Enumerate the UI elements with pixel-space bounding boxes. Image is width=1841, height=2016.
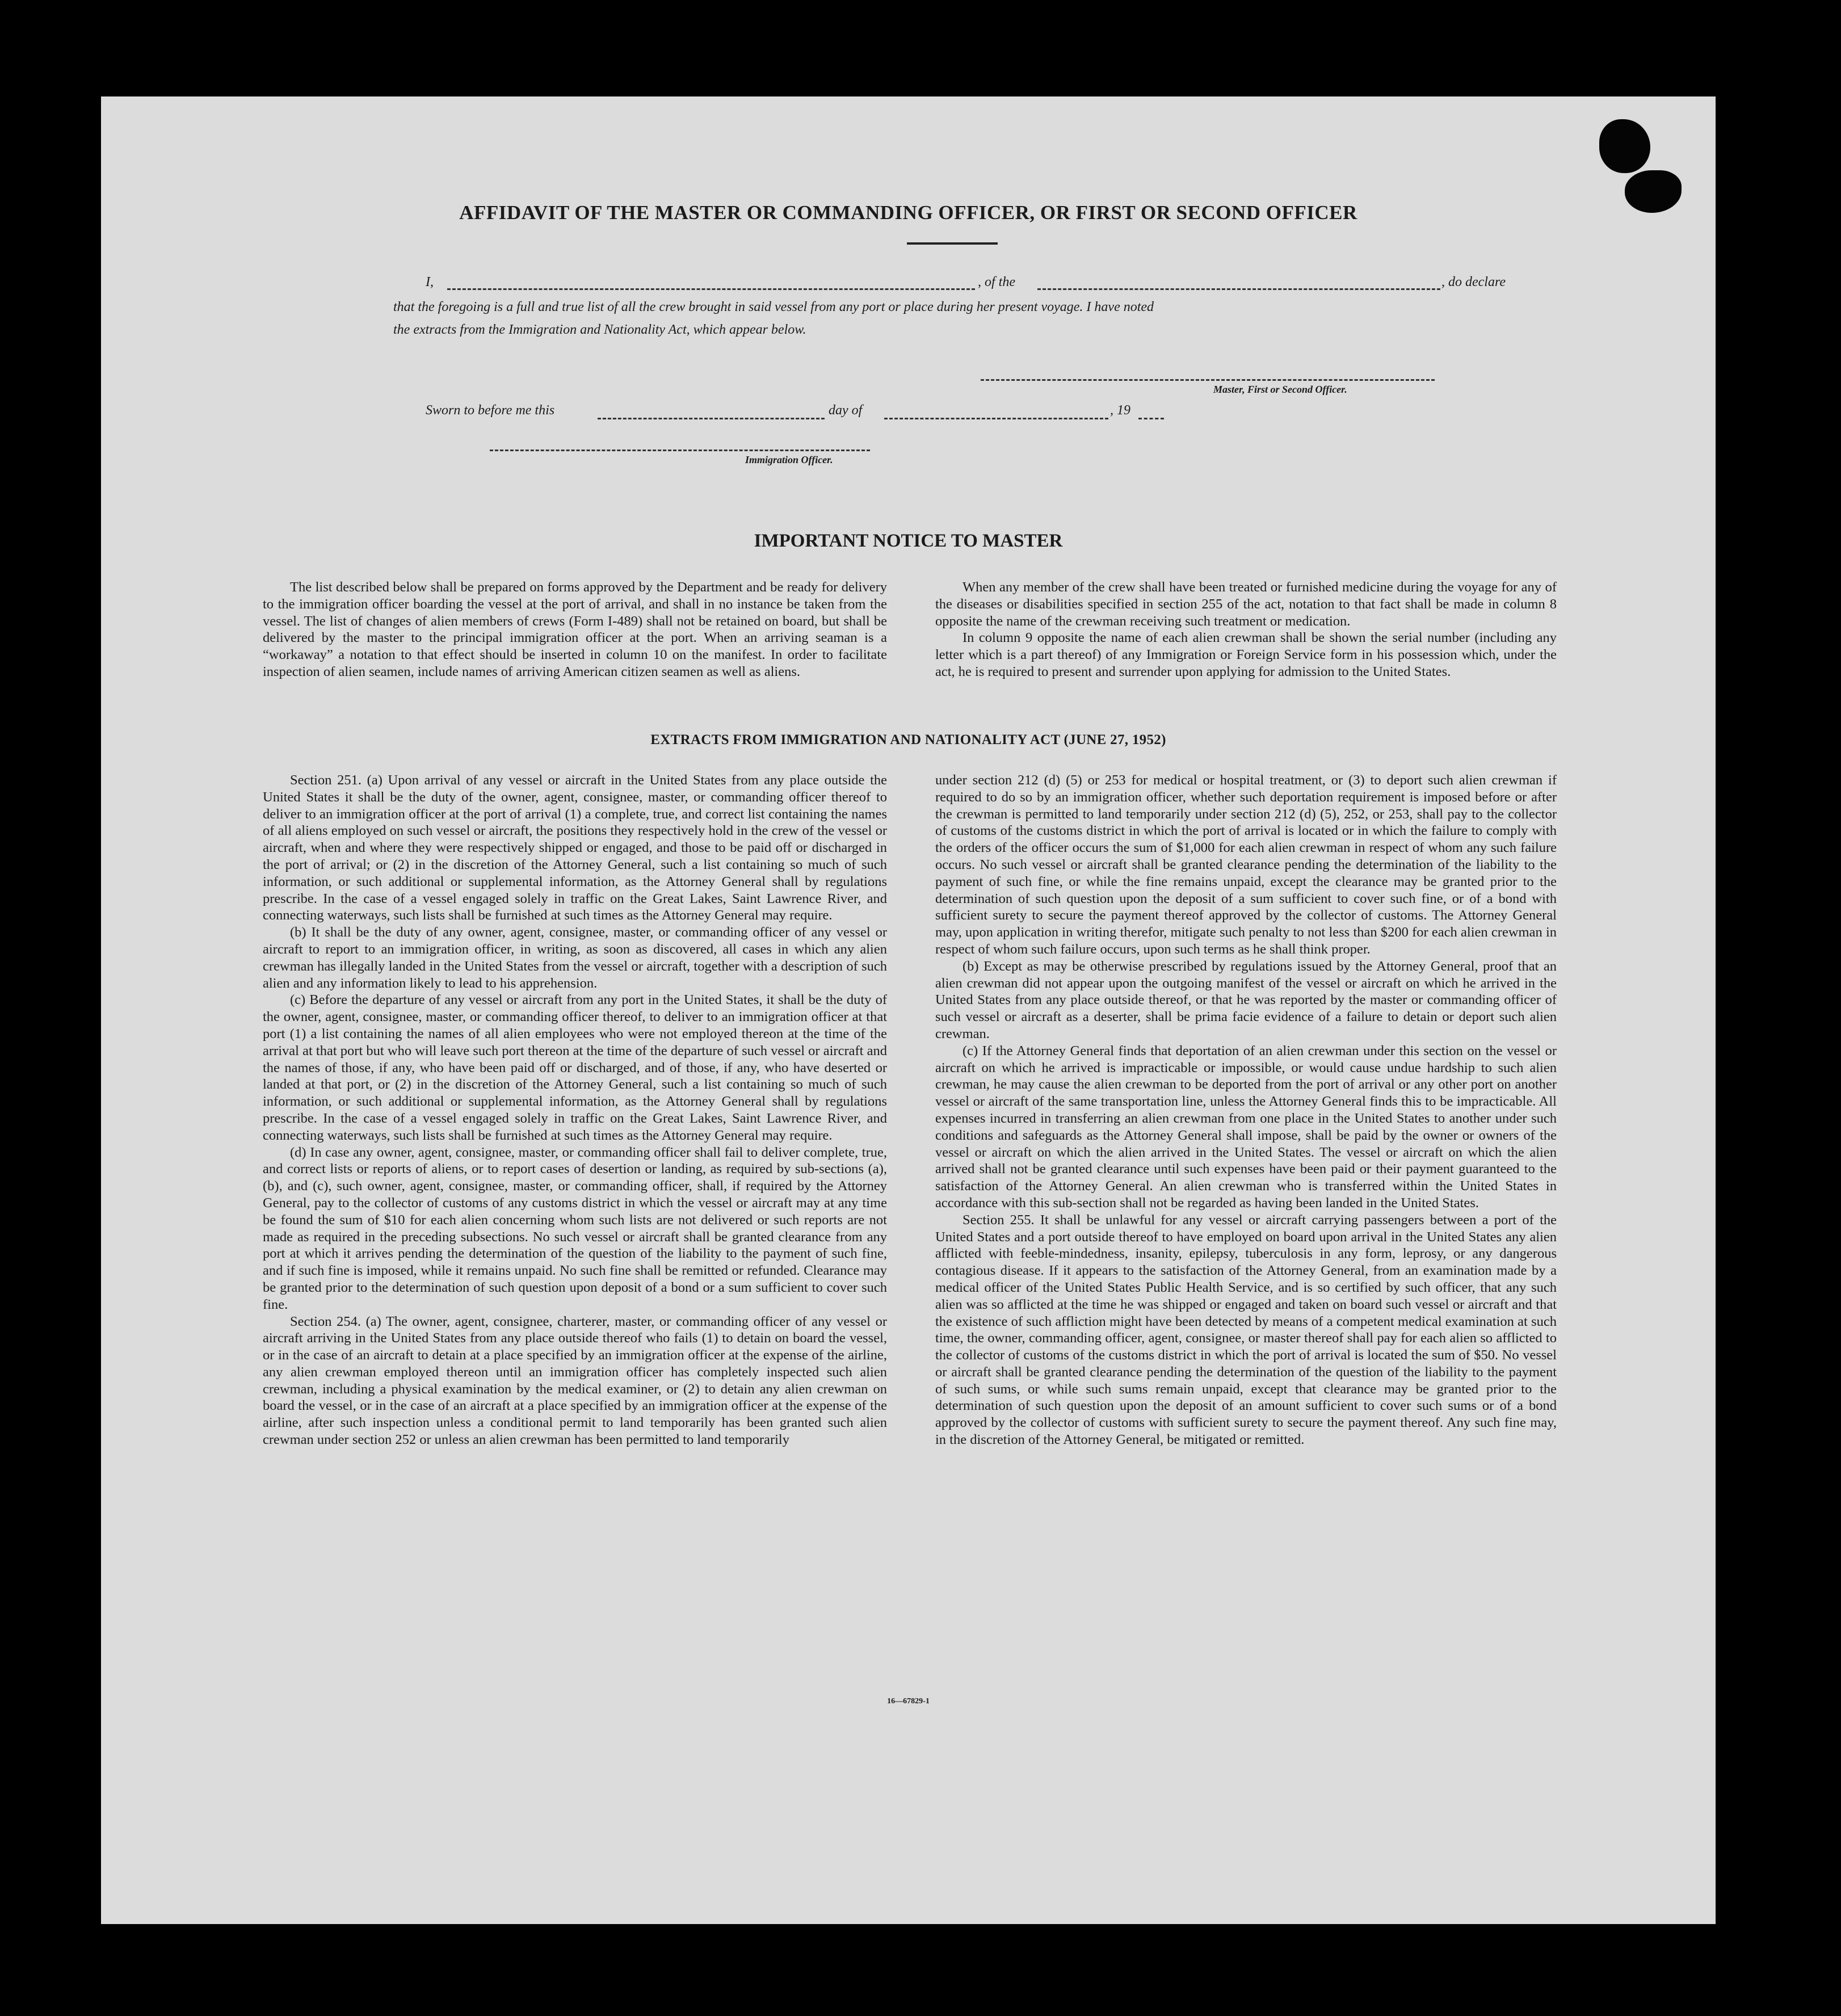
do-declare-label: , do declare	[1441, 275, 1506, 289]
section-251-a: Section 251. (a) Upon arrival of any vessel or aircraft in the United States from any place outside the United States it shall be the duty of the owner, agent, consignee, master, or commanding officer thereof to deliver to an immigration officer at the port of arrival (1) a complete, true, and correct list containing the names of all aliens employed on such vessel or aircraft, the positions they respectively hold in the crew of the vessel or aircraft, when and where they were respectively shipped or engaged, and those to be paid off or discharged in the port of arrival; or (2) in the discretion of the Attorney General, such a list containing so much of such information, or such additional or supplemental information, as the Attorney General shall by regulations prescribe. In the case of a vessel engaged solely in traffic on the Great Lakes, Saint Lawrence River, and connecting waterways, such lists shall be furnished at such times as the Attorney General may require.	[263, 772, 887, 923]
document-page	[101, 96, 1716, 1924]
ink-stain	[1599, 119, 1650, 173]
affidavit-title: AFFIDAVIT OF THE MASTER OR COMMANDING OFFICER, OR FIRST OR SECOND OFFICER	[459, 201, 1357, 224]
section-254-c: (c) If the Attorney General finds that deportation of an alien crewman under this section on the vessel or aircraft on which he arrived is impracticable or impossible, or would cause undue hardship to such alien crewman, he may cause the alien crewman to be deported from the port of arrival or any other port on another vessel or aircraft of the same transportation line, unless the Attorney General finds this to be impracticable. All expenses incurred in transferring an alien crewman from one place in the United States to another under such conditions and safeguards as the Attorney General shall impose, shall be paid by the owner or owners of the vessel or aircraft on which the alien arrived in the United States. The vessel or aircraft on which the alien arrived shall not be granted clearance until such expenses have been paid or their payment guaranteed to the satisfaction of the Attorney General. An alien crewman who is transferred within the United States in accordance with this sub-section shall not be regarded as having been landed in the United States.	[935, 1043, 1557, 1211]
notice-left-paragraph: The list described below shall be prepared on forms approved by the Department and be ready for delivery to the immigration officer boarding the vessel at the port of arrival, and shall in no instance be taken from the vessel. The list of changes of alien members of crews (Form I-489) shall not be retained on board, but shall be delivered by the master to the principal immigration officer at the port. When an arriving seaman is a “workaway” a notation to that effect should be inserted in column 10 on the manifest. In order to facilitate inspection of alien seamen, include names of arriving American citizen seamen as well as aliens.	[263, 579, 887, 679]
section-255: Section 255. It shall be unlawful for any vessel or aircraft carrying passengers between a port of the United States and a port outside thereof to have employed on board upon arrival in the United States any alien afflicted with feeble-mindedness, insanity, epilepsy, tuberculosis in any form, leprosy, or any dangerous contagious disease. If it appears to the satisfaction of the Attorney General, from an examination made by a medical officer of the United States Public Health Service, and is so certified by such officer, that any such alien was so afflicted at the time he was shipped or engaged and taken on board such vessel or aircraft and that the existence of such affliction might have been detected by means of a competent medical examination at such time, the owner, commanding officer, agent, consignee, or master thereof shall pay for each alien so afflicted to the collector of customs of the customs district in which the port of arrival is located the sum of $50. No vessel or aircraft shall be granted clearance pending the determination of the question of the liability to the payment of such sums, or while such sums remain unpaid, except that clearance may be granted prior to the determination of such question upon the deposit of an amount sufficient to cover such sums or of a bond approved by the collector of customs with sufficient surety to secure the payment thereof. Any such fine may, in the discretion of the Attorney General, be mitigated or remitted.	[935, 1212, 1557, 1448]
notice-right	[935, 579, 1557, 681]
year-line[interactable]	[1138, 418, 1164, 419]
notice-right-paragraph-2: In column 9 opposite the name of each alien crewman shall be shown the serial number (including any letter which is a part thereof) of any Immigration or Foreign Service form in his possession which, under the act, he is required to present and surrender upon applying for admission to the United States.	[935, 630, 1557, 679]
declaration-line-3: the extracts from the Immigration and Nationality Act, which appear below.	[393, 322, 806, 337]
officer-signature-line[interactable]	[490, 450, 870, 451]
title-underline	[907, 242, 998, 245]
bleed-through-text	[1577, 380, 1707, 1572]
sworn-day-line[interactable]	[598, 418, 825, 419]
section-254-a-continued: under section 212 (d) (5) or 253 for medical or hospital treatment, or (3) to deport such alien crewman if required to do so by an immigration officer, whether such deportation requirement is imposed before or after the crewman is permitted to land temporarily under section 212 (d) (5), 252, or 253, shall pay to the collector of customs of the customs district in which the port of arrival is located or in which the failure to comply with the orders of the officer occurs the sum of $1,000 for each alien crewman in respect of whom any such failure occurs. No such vessel or aircraft shall be granted clearance pending the determination of the liability to the payment of such fine, or while the fine remains unpaid, except the clearance may be granted prior to the determination of such question upon the deposit of a sum sufficient to cover such fine, or of a bond with sufficient surety to secure the payment thereof approved by the collector of customs. The Attorney General may, upon application in writing therefor, mitigate such penalty to not less than $200 for each alien crewman in respect of whom such failure occurs, upon such terms as he shall think proper.	[935, 772, 1557, 957]
officer-caption: Immigration Officer.	[745, 454, 833, 465]
day-of-label: day of	[829, 403, 863, 418]
section-251-d: (d) In case any owner, agent, consignee, master, or commanding officer shall fail to deliver complete, true, and correct lists or reports of aliens, or to report cases of desertion or landing, as required by sub-sections (a), (b), and (c), such owner, agent, consignee, master, or commanding officer, shall, if required by the Attorney General, pay to the collector of customs of any customs district in which the vessel or aircraft may at any time be found the sum of $10 for each alien concerning whom such lists are not delivered or such reports are not made as required in the preceding subsections. No such vessel or aircraft shall be granted clearance from any port at which it arrives pending the determination of the question of the liability to the payment of such fine, and if such fine is imposed, while it remains unpaid. No such fine shall be remitted or refunded. Clearance may be granted prior to the determination of such question upon deposit of a bond or a sum sufficient to cover such fine.	[263, 1144, 887, 1312]
vessel-line[interactable]	[1037, 288, 1440, 290]
section-251-c: (c) Before the departure of any vessel or aircraft from any port in the United States, it shall be the duty of the owner, agent, consignee, master, or commanding officer thereof, to deliver to an immigration officer at that port (1) a list containing the names of all alien employees who were not employed thereon at the time of the arrival at that port but who will leave such port thereon at the time of the departure of such vessel or aircraft and the names of those, if any, who have been paid off or discharged, and of those, if any, who have deserted or landed at that port, or (2) in the discretion of the Attorney General, such a list containing so much of such information, or such additional or supplemental information, as the Attorney General shall by regulations prescribe. In the case of a vessel engaged solely in traffic on the Great Lakes, Saint Lawrence River, and connecting waterways, such lists shall be furnished at such times as the Attorney General may require.	[263, 992, 887, 1143]
section-254-a: Section 254. (a) The owner, agent, consignee, charterer, master, or commanding officer of any vessel or aircraft arriving in the United States from any place outside thereof who fails (1) to detain on board the vessel, or in the case of an aircraft to detain at a place specified by an immigration officer at the expense of the airline, any alien crewman employed thereon until an immigration officer has completely inspected such alien crewman, including a physical examination by the medical examiner, or (2) to detain any alien crewman on board the vessel, or in the case of an aircraft at a place specified by an immigration officer at the expense of the airline, after such inspection unless a conditional permit to land temporarily has been granted such alien crewman under section 252 or unless an alien crewman has been permitted to land temporarily	[263, 1313, 887, 1448]
extracts-left-column	[263, 772, 887, 1448]
master-signature-line[interactable]	[981, 379, 1435, 381]
name-line[interactable]	[447, 288, 975, 290]
year-label: , 19	[1110, 403, 1130, 418]
declaration-line-2: that the foregoing is a full and true list of all the crew brought in said vessel from any port or place during her present voyage. I have noted	[393, 300, 1154, 314]
master-caption: Master, First or Second Officer.	[1213, 384, 1347, 395]
sworn-month-line[interactable]	[884, 418, 1108, 419]
section-251-b: (b) It shall be the duty of any owner, agent, consignee, master, or commanding officer of any vessel or aircraft to report to an immigration officer, in writing, as soon as discovered, all cases in which any alien crewman has illegally landed in the United States from the vessel or aircraft, together with a description of such alien and any information likely to lead to his apprehension.	[263, 925, 887, 991]
section-254-b: (b) Except as may be otherwise prescribed by regulations issued by the Attorney General, proof that an alien crewman did not appear upon the outgoing manifest of the vessel or aircraft on which he arrived in the United States from any place outside thereof, or that he was reported by the master or commanding officer of such vessel or aircraft as a deserter, shall be prima facie evidence of a failure to detain or deport such alien crewman.	[935, 958, 1557, 1041]
notice-title: IMPORTANT NOTICE TO MASTER	[754, 531, 1063, 551]
notice-left	[263, 579, 887, 681]
extracts-title: EXTRACTS FROM IMMIGRATION AND NATIONALITY ACT (JUNE 27, 1952)	[650, 732, 1166, 747]
extracts-right-column	[935, 772, 1557, 1448]
sworn-label: Sworn to before me this	[426, 403, 555, 418]
of-the-label: , of the	[978, 275, 1015, 289]
i-label: I,	[426, 275, 434, 289]
notice-right-paragraph-1: When any member of the crew shall have been treated or furnished medicine during the voyage for any of the diseases or disabilities specified in section 255 of the act, notation to that fact shall be made in column 8 opposite the name of the crewman receiving such treatment or medication.	[935, 579, 1557, 629]
form-code: 16—67829-1	[887, 1697, 930, 1706]
